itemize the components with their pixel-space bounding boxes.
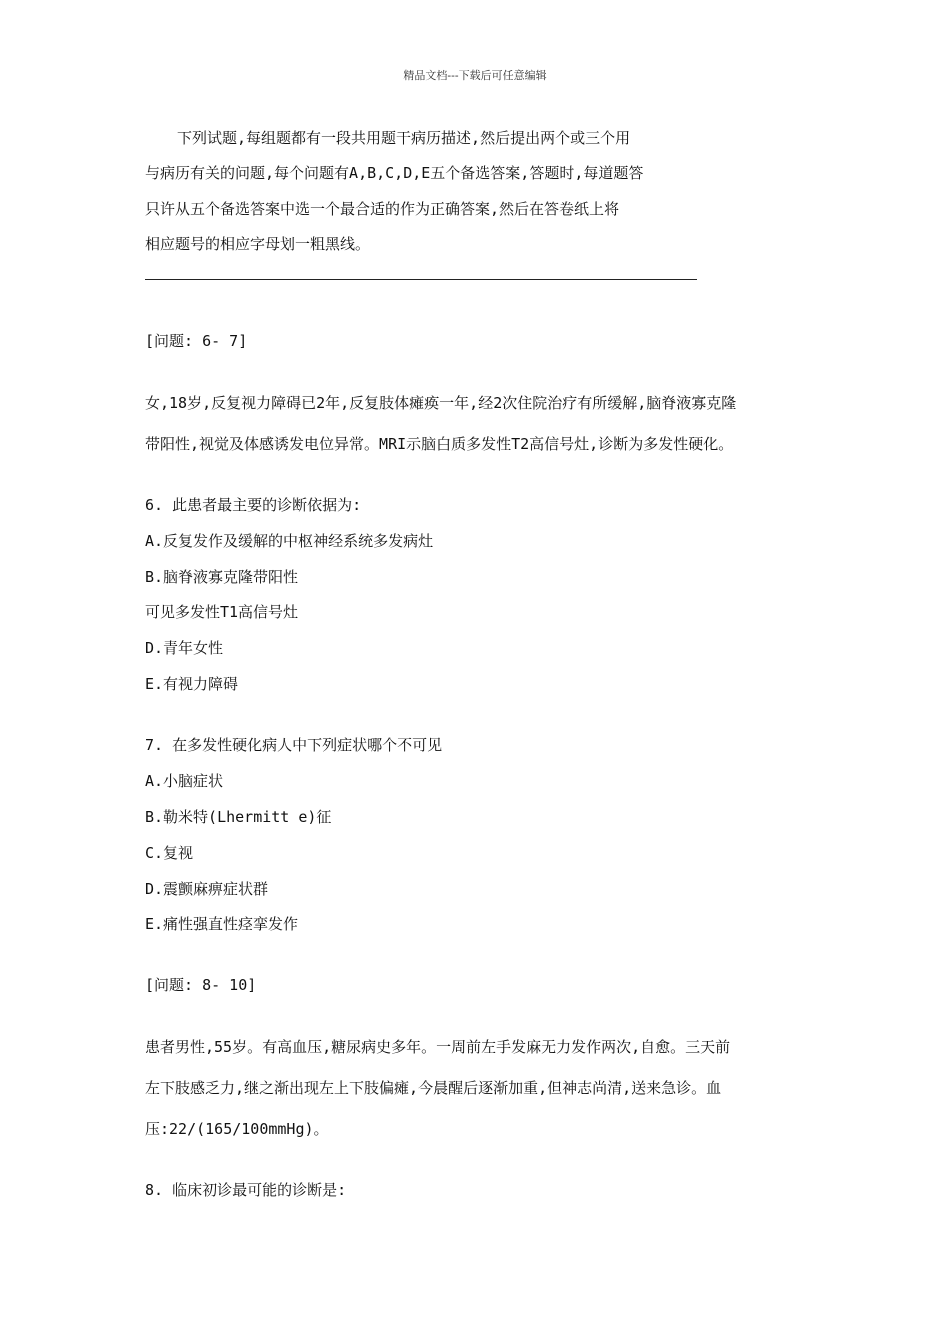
instruction-line-4: 相应题号的相应字母划一粗黑线。 xyxy=(145,235,371,253)
instruction-line-3: 只许从五个备选答案中选一个最合适的作为正确答案,然后在答卷纸上将 xyxy=(145,200,620,218)
question-group-label: [问题: 8- 10] xyxy=(145,976,257,994)
question-stem: 6. 此患者最主要的诊断依据为: xyxy=(145,496,362,514)
instruction-line-1: 下列试题,每组题都有一段共用题干病历描述,然后提出两个或三个用 xyxy=(177,129,631,147)
question-group-label: [问题: 6- 7] xyxy=(145,332,248,350)
case-description-line: 左下肢感乏力,继之渐出现左上下肢偏瘫,今晨醒后逐渐加重,但神志尚清,送来急诊。血 xyxy=(145,1079,722,1097)
case-description-line: 患者男性,55岁。有高血压,糖尿病史多年。一周前左手发麻无力发作两次,自愈。三天前 xyxy=(145,1038,731,1056)
answer-option: D.震颤麻痹症状群 xyxy=(145,880,269,898)
separator-rule xyxy=(145,279,697,280)
answer-option: C.复视 xyxy=(145,844,194,862)
answer-option: D.青年女性 xyxy=(145,639,224,657)
case-description-line: 女,18岁,反复视力障碍已2年,反复肢体瘫痪一年,经2次住院治疗有所缓解,脑脊液寡克隆 xyxy=(145,394,737,412)
answer-option: 可见多发性T1高信号灶 xyxy=(145,603,299,621)
case-description-line: 压:22/(165/100mmHg)。 xyxy=(145,1120,329,1138)
answer-option: A.小脑症状 xyxy=(145,772,224,790)
answer-option: E.痛性强直性痉挛发作 xyxy=(145,915,299,933)
case-description-line: 带阳性,视觉及体感诱发电位异常。MRI示脑白质多发性T2高信号灶,诊断为多发性硬化。 xyxy=(145,435,734,453)
answer-option: B.勒米特(Lhermitt e)征 xyxy=(145,808,332,826)
question-stem: 7. 在多发性硬化病人中下列症状哪个不可见 xyxy=(145,736,443,754)
instruction-line-2: 与病历有关的问题,每个问题有A,B,C,D,E五个备选答案,答题时,每道题答 xyxy=(145,164,644,182)
answer-option: E.有视力障碍 xyxy=(145,675,239,693)
page-header: 精品文档---下载后可任意编辑 xyxy=(403,69,547,82)
question-stem: 8. 临床初诊最可能的诊断是: xyxy=(145,1181,347,1199)
answer-option: B.脑脊液寡克隆带阳性 xyxy=(145,568,299,586)
answer-option: A.反复发作及缓解的中枢神经系统多发病灶 xyxy=(145,532,434,550)
